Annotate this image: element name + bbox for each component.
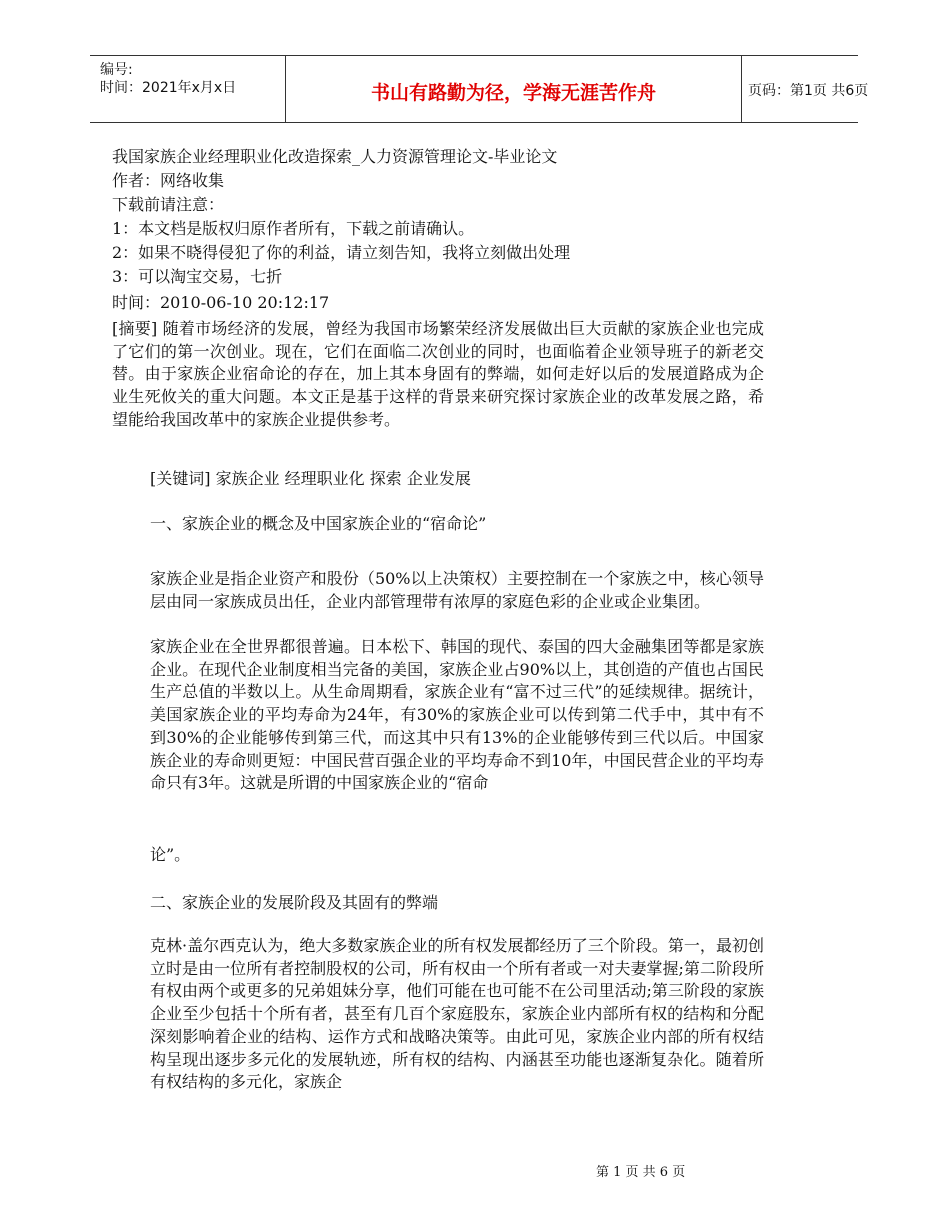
section-1-paragraph-1: 家族企业是指企业资产和股份（50%以上决策权）主要控制在一个家族之中，核心领导层由同一家族成员出任，企业内部管理带有浓厚的家庭色彩的企业或企业集团。 (150, 569, 764, 611)
section-1-paragraph-2: 家族企业在全世界都很普遍。日本松下、韩国的现代、泰国的四大金融集团等都是家族企业。在现代企业制度相当完备的美国，家族企业占90%以上，其创造的产值也占国民生产总值的半数以上。从生命周期看，家族企业有“富不过三代”的延续规律。据统计，美国家族企业的平均寿命为24年，有30%的家族企业可以传到第二代手中，其中有不到30%的企业能够传到第三代，而这其中只有13%的企业能够传到三代以后。中国家族企业的寿命则更短：中国民营百强企业的平均寿命不到10年，中国民营企业的平均寿命只有3年。这就是所谓的中国家族企业的“宿命 (150, 637, 764, 793)
time-label: 时间：2021年x月x日 (100, 80, 237, 96)
notice-item: 1：本文档是版权归原作者所有，下载之前请确认。 (112, 219, 475, 238)
notice-heading: 下载前请注意： (112, 195, 225, 214)
page-footer: 第 1 页 共 6 页 (596, 1165, 686, 1180)
motto-text: 书山有路勤为径，学海无涯苦作舟 (370, 82, 656, 104)
author-line: 作者：网络收集 (112, 171, 225, 190)
notice-item: 2：如果不晓得侵犯了你的利益，请立刻告知，我将立刻做出处理 (112, 243, 571, 262)
abstract-paragraph: [摘要] 随着市场经济的发展，曾经为我国市场繁荣经济发展做出巨大贡献的家族企业也完成了它们的第一次创业。现在，它们在面临二次创业的同时，也面临着企业领导班子的新老交替。由于家族企业宿命论的存在，加上其本身固有的弊端，如何走好以后的发展道路成为企业生死攸关的重大问题。本文正是基于这样的背景来研究探讨家族企业的改革发展之路，希望能给我国改革中的家族企业提供参考。 (112, 319, 764, 429)
section-1-paragraph-2-end: 论”。 (150, 845, 191, 864)
header-motto-cell (285, 56, 742, 122)
keywords-line: [关键词] 家族企业 经理职业化 探索 企业发展 (150, 469, 471, 488)
header-page-info: 页码：第1页 共6页 (748, 83, 869, 99)
section-2-paragraph-1: 克林·盖尔西克认为，绝大多数家族企业的所有权发展都经历了三个阶段。第一，最初创立时是由一位所有者控制股权的公司，所有权由一个所有者或一对夫妻掌握;第二阶段所有权由两个或更多的兄弟姐妹分享，他们可能在也可能不在公司里活动;第三阶段的家族企业至少包括十个所有者，甚至有几百个家庭股东，家族企业内部所有权的结构和分配深刻影响着企业的结构、运作方式和战略决策等。由此可见，家族企业内部的所有权结构呈现出逐步多元化的发展轨迹，所有权的结构、内涵甚至功能也逐渐复杂化。随着所有权结构的多元化，家族企 (150, 936, 764, 1092)
publish-time: 时间：2010-06-10 20:12:17 (112, 293, 330, 312)
notice-item: 3：可以淘宝交易，七折 (112, 267, 283, 286)
section-1-title: 一、家族企业的概念及中国家族企业的“宿命论” (150, 514, 487, 533)
header-left-cell (90, 56, 285, 122)
serial-label: 编号: (100, 62, 133, 78)
section-2-title: 二、家族企业的发展阶段及其固有的弊端 (150, 893, 439, 912)
header-page-cell (740, 56, 869, 122)
document-title: 我国家族企业经理职业化改造探索_人力资源管理论文-毕业论文 (112, 147, 558, 166)
document-header (90, 55, 869, 123)
